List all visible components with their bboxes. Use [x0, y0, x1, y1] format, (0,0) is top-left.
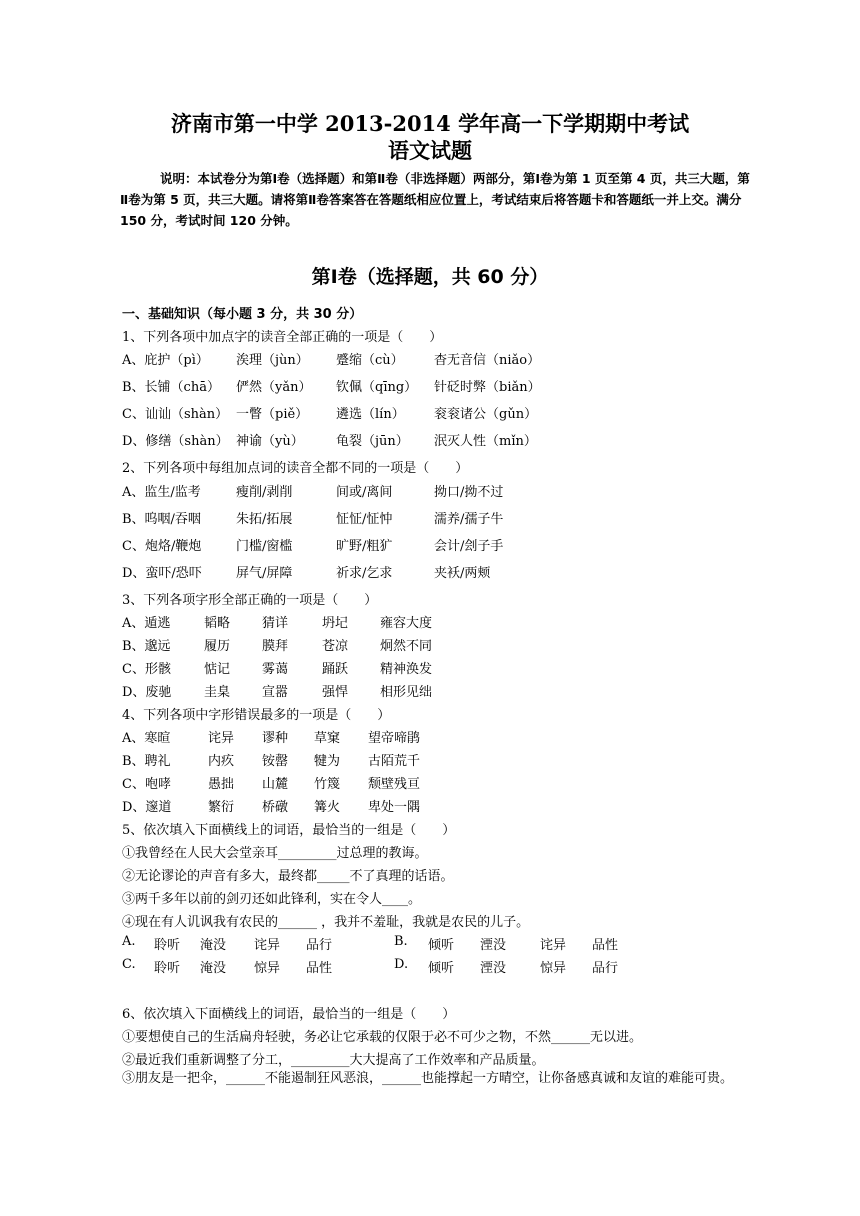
- exam-instructions: 说明：本试卷分为第Ⅰ卷（选择题）和第Ⅱ卷（非选择题）两部分，第Ⅰ卷为第 1 页至第 4 页，共三大题，第Ⅱ卷为第 5 页，共三大题。请将第Ⅱ卷答案答在答题纸相应位置上，考试结束后将答题卡和答题纸一并上交。满分 150 分，考试时间 120 分钟。: [120, 171, 750, 228]
- q5-choice-b-letter: B.: [394, 934, 408, 949]
- q3-stem: 3、下列各项字形全部正确的一项是（ ）: [122, 593, 378, 608]
- q2-c-item3: 旷野/粗犷: [336, 539, 393, 554]
- q6-stem: 6、依次填入下面横线上的词语，最恰当的一组是（ ）: [122, 1007, 456, 1022]
- q4-c-item1: C、咆哮: [122, 777, 171, 792]
- q2-c-item1: C、炮烙/鞭炮: [122, 539, 202, 554]
- q5-choice-a-w1: 聆听: [154, 938, 181, 953]
- q4-a-item1: A、寒暄: [122, 731, 171, 746]
- q3-d-item1: D、废驰: [122, 685, 172, 700]
- q1-c-item2: 一瞥（piě）: [236, 407, 309, 422]
- q2-c-item2: 门槛/窗槛: [236, 539, 293, 554]
- q5-choice-c-letter: C.: [122, 957, 136, 972]
- q3-a-item4: 坍圮: [322, 616, 349, 631]
- q3-b-item4: 苍凉: [322, 639, 349, 654]
- q3-b-item5: 炯然不同: [380, 639, 433, 654]
- q4-b-item1: B、聘礼: [122, 754, 171, 769]
- q4-c-item2: 愚拙: [208, 777, 235, 792]
- exam-subtitle: 语文试题: [388, 138, 472, 163]
- q5-choice-a-w4: 品行: [306, 938, 333, 953]
- q2-d-item1: D、蛮吓/恐吓: [122, 566, 202, 581]
- section1-title: 一、基础知识（每小题 3 分，共 30 分）: [122, 307, 363, 322]
- q1-b-item1: B、长铺（chā）: [122, 380, 220, 395]
- q2-a-item4: 拗口/拗不过: [434, 485, 504, 500]
- q2-b-item3: 怔怔/怔忡: [336, 512, 393, 527]
- q6-sentence-3: ③朋友是一把伞，______不能遏制狂风恶浪，______也能撑起一方晴空，让你备感真诚和友谊的难能可贵。: [122, 1071, 734, 1086]
- q3-a-item3: 猜详: [262, 616, 289, 631]
- q5-choice-d-w4: 品行: [592, 961, 619, 976]
- q1-a-item3: 蹙缩（cù）: [336, 353, 404, 368]
- exam-title: 济南市第一中学 2013-2014 学年高一下学期期中考试: [170, 111, 690, 136]
- q5-sentence-3: ③两千多年以前的剑刃还如此锋利，实在令人____。: [122, 892, 422, 907]
- q1-d-item3: 龟裂（jūn）: [336, 434, 409, 449]
- q2-a-item1: A、监生/监考: [122, 485, 201, 500]
- q5-sentence-2: ②无论谬论的声音有多大，最终都_____不了真理的话语。: [122, 869, 454, 884]
- q3-c-item4: 踊跃: [322, 662, 349, 677]
- q1-c-item3: 遴选（lín）: [336, 407, 405, 422]
- q1-b-item3: 钦佩（qīng）: [336, 380, 418, 395]
- q5-choice-d-letter: D.: [394, 957, 409, 972]
- q3-b-item3: 膜拜: [262, 639, 289, 654]
- q4-d-item3: 桥礅: [262, 800, 289, 815]
- q3-b-item2: 履历: [204, 639, 231, 654]
- q5-choice-a-letter: A.: [122, 934, 136, 949]
- q3-c-item3: 雾蔼: [262, 662, 289, 677]
- q3-b-item1: B、邈远: [122, 639, 171, 654]
- q4-d-item2: 繁衍: [208, 800, 235, 815]
- q2-b-item1: B、呜咽/吞咽: [122, 512, 201, 527]
- q2-a-item3: 间或/离间: [336, 485, 393, 500]
- q5-choice-b-w1: 倾听: [428, 938, 455, 953]
- q1-c-item4: 衮衮诸公（gǔn）: [434, 407, 538, 422]
- q5-choice-b-w4: 品性: [592, 938, 619, 953]
- q5-choice-c-w2: 淹没: [200, 961, 227, 976]
- q1-a-item1: A、庇护（pì）: [122, 353, 209, 368]
- q3-d-item3: 宣嚣: [262, 685, 289, 700]
- q1-d-item4: 泯灭人性（mǐn）: [434, 434, 537, 449]
- q4-a-item5: 望帝啼鹃: [368, 731, 421, 746]
- q2-b-item4: 濡养/孺子牛: [434, 512, 504, 527]
- q2-b-item2: 朱拓/拓展: [236, 512, 293, 527]
- q5-choice-a-w3: 诧异: [254, 938, 281, 953]
- q5-choice-c-w4: 品性: [306, 961, 333, 976]
- q3-a-item5: 雍容大度: [380, 616, 433, 631]
- q4-c-item5: 颓壁残亘: [368, 777, 421, 792]
- q5-choice-b-w2: 湮没: [480, 938, 507, 953]
- q3-d-item4: 强悍: [322, 685, 349, 700]
- q4-c-item3: 山麓: [262, 777, 289, 792]
- q1-b-item2: 俨然（yǎn）: [236, 380, 312, 395]
- q1-a-item4: 杳无音信（niǎo）: [434, 353, 541, 368]
- q3-c-item2: 惦记: [204, 662, 231, 677]
- q2-c-item4: 会计/刽子手: [434, 539, 504, 554]
- q3-a-item2: 韬略: [204, 616, 231, 631]
- q4-a-item2: 诧异: [208, 731, 235, 746]
- q3-c-item1: C、形骸: [122, 662, 171, 677]
- q5-choice-c-w1: 聆听: [154, 961, 181, 976]
- q5-sentence-4: ④现在有人讥讽我有农民的______ ，我并不羞耻，我就是农民的儿子。: [122, 915, 530, 930]
- q1-b-item4: 针砭时弊（biǎn）: [434, 380, 541, 395]
- q4-d-item4: 篝火: [314, 800, 341, 815]
- q4-b-item5: 古陌荒千: [368, 754, 421, 769]
- q1-stem: 1、下列各项中加点字的读音全部正确的一项是（ ）: [122, 330, 443, 345]
- q5-sentence-1: ①我曾经在人民大会堂亲耳_________过总理的教诲。: [122, 846, 428, 861]
- q5-choice-d-w2: 湮没: [480, 961, 507, 976]
- q5-choice-a-w2: 淹没: [200, 938, 227, 953]
- q2-stem: 2、下列各项中每组加点词的读音全都不同的一项是（ ）: [122, 461, 469, 476]
- q3-d-item2: 圭臬: [204, 685, 231, 700]
- q1-d-item2: 神谕（yù）: [236, 434, 304, 449]
- q4-b-item2: 内疚: [208, 754, 235, 769]
- q4-b-item4: 犍为: [314, 754, 341, 769]
- q4-a-item3: 谬种: [262, 731, 289, 746]
- q4-d-item1: D、邃道: [122, 800, 172, 815]
- q4-a-item4: 草窠: [314, 731, 341, 746]
- q3-c-item5: 精神涣发: [380, 662, 433, 677]
- q4-d-item5: 卑处一隅: [368, 800, 421, 815]
- q2-a-item2: 瘦削/剥削: [236, 485, 293, 500]
- q3-d-item5: 相形见绌: [380, 685, 433, 700]
- q2-d-item4: 夹袄/两颊: [434, 566, 491, 581]
- q4-b-item3: 铵罄: [262, 754, 289, 769]
- q3-a-item1: A、遁逃: [122, 616, 171, 631]
- q5-choice-d-w3: 惊异: [540, 961, 567, 976]
- q5-stem: 5、依次填入下面横线上的词语，最恰当的一组是（ ）: [122, 823, 456, 838]
- q6-sentence-2: ②最近我们重新调整了分工，_________大大提高了工作效率和产品质量。: [122, 1053, 545, 1068]
- q1-a-item2: 涘理（jùn）: [236, 353, 309, 368]
- q1-d-item1: D、修缮（shàn）: [122, 434, 229, 449]
- part1-title: 第Ⅰ卷（选择题，共 60 分）: [311, 266, 549, 288]
- q5-choice-d-w1: 倾听: [428, 961, 455, 976]
- q1-c-item1: C、讪讪（shàn）: [122, 407, 229, 422]
- q6-sentence-1: ①要想使自己的生活扁舟轻驶，务必让它承载的仅限于必不可少之物，不然______无以进。: [122, 1030, 643, 1045]
- q2-d-item3: 祈求/乞求: [336, 566, 393, 581]
- q2-d-item2: 屏气/屏障: [236, 566, 293, 581]
- q5-choice-c-w3: 惊异: [254, 961, 281, 976]
- q4-c-item4: 竹篾: [314, 777, 341, 792]
- q4-stem: 4、下列各项中字形错误最多的一项是（ ）: [122, 708, 391, 723]
- q5-choice-b-w3: 诧异: [540, 938, 567, 953]
